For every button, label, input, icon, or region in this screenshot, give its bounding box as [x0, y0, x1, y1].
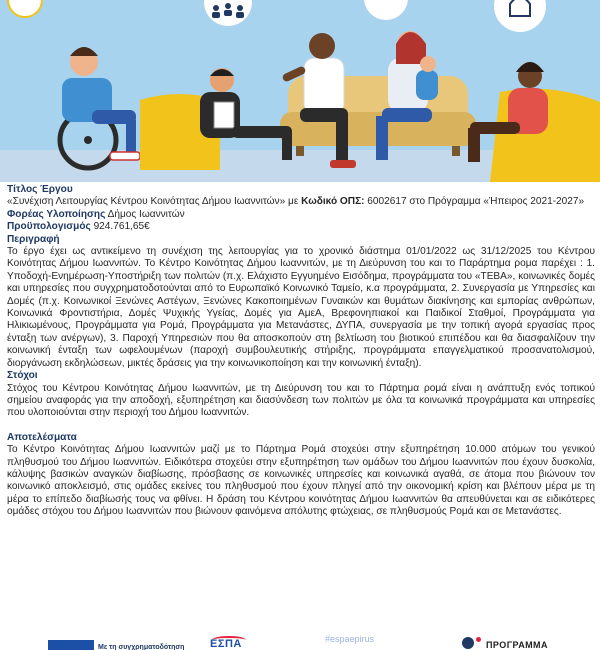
support-group-illustration: [0, 0, 600, 182]
implementing-body-value: Δήμος Ιωαννιτών: [105, 208, 185, 220]
project-title-label: Τίτλος Έργου: [7, 184, 73, 195]
project-document: [7, 184, 595, 519]
results-text: Το Κέντρο Κοινότητας Δήμου Ιωαννιτών μαζί με το Πάρτημα Ρομά στοχεύει στην εξυπηρέτηση 10.000 ατόμων του γενικού πληθυσμού του Δήμου Ιωαννιτών. Ειδικότερα στοχεύει στην εξυπηρέτηση των ομάδων του Δήμου Ιωαννιτών που έχουν δυσκολία, κάλυψης βασικών αναγκών διαβίωσης, πρόσβασης σε κοινωνικές υπηρεσίες και κοινωνικά αγαθά, σε άτομα που βιώνουν τον κοινωνικό αποκλεισμό, στις ομάδες εκείνες του πληθυσμού που έχουν πληγεί από την οικονομική κρίση και βλέπουν μέρα με τη μέρα το επίπεδο διαβίωσής τους να φθίνει. Η δράση του Κέντρου κοινότητας Δήμου Ιωαννιτών θα απευθύνεται και σε ειδικότερες ομάδες στόχου του Δήμου Ιωαννιτών που βιώνουν φαινόμενα απόλυτης φτώχειας, σε πληθυσμούς Ρομά και σε Μετανάστες.: [7, 444, 595, 518]
description-heading: Περιγραφή: [7, 233, 60, 245]
section-spacer: [7, 420, 595, 432]
funding-logos-footer: [0, 634, 600, 650]
program-logo-text: ΠΡΟΓΡΑΜΜΑ: [486, 640, 548, 650]
program-logo-icon: [462, 637, 474, 649]
eu-flag-logo: [48, 640, 94, 650]
espa-logo-text: ΕΣΠΑ: [210, 638, 242, 650]
hashtag-text: #espaepirus: [325, 634, 375, 644]
results-heading: Αποτελέσματα: [7, 431, 77, 443]
description-text: Το έργο έχει ως αντικείμενο τη συνέχιση της λειτουργίας για το χρονικό διάστημα 01/01/2022 ως 31/12/2025 του Κέντρου Κοινότητας Δήμου Ιωαννιτών. Το Κέντρο Κοινότητας Δήμου Ιωαννιτών, με τη Διεύρυνση του και το Παράρτημα ρομα παρέχει : 1. Υποδοχή-Ενημέρωση-Υποστήριξη των πολιτών (π.χ. Ελάχιστο Εγγυημένο Εισόδημα, προγράμματα του «ΤΕΒΑ», κοινωνικές δομές και υπηρεσίες που συγχρηματοδοτούνται από το Ευρωπαϊκό Κοινωνικό Ταμείο, κ.α προγράμματα, 2. Συνεργασία με Υπηρεσίες και Δομές (π.χ. Κοινωνικοί Ξενώνες Αστέγων, Ξενώνες Κακοποιημένων Γυναικών και θυμάτων διακίνησης και εμπορίας ανθρώπων, Κοινωνικά Φροντιστήρια, Δομές Ψυχικής Υγείας, Δομές για ΑμεΑ, Βρεφονηπιακοί και Παιδικοί Σταθμοί, Προγράμματα για Ηλικιωμένους, Προγράμματα για Ρομά, Προγράμματα για Μετανάστες, ΔΥΠΑ, συνεργασία με την τοπική αγορά εργασίας προς ένταξη των ανέργων), 3. Παροχή Υπηρεσιών που θα αποσκοπούν στη βελτίωση του βιοτικού επιπέδου και θα διασφαλίζουν την κοινωνική ένταξη των ωφελουμένων (παροχή συμβουλευτικής στήριξης, προγράμματα επαγγελματικού προσανατολισμού, διοργάνωση εκδηλώσεων, μικτές δράσεις για την κοινωνικοποίηση και την κοινωνική ένταξη).: [7, 246, 595, 369]
implementing-body-row: [7, 209, 595, 221]
budget-value: 924.761,65€: [90, 221, 150, 233]
program-logo-dot: [476, 637, 481, 642]
project-title-program: 6002617 στο Πρόγραμμα «Ήπειρος 2021-2027»: [364, 196, 585, 208]
project-title-text: «Συνέχιση Λειτουργίας Κέντρου Κοινότητας Δήμου Ιωαννιτών» με: [7, 196, 302, 208]
ops-code-label: Κωδικό ΟΠΣ:: [301, 196, 365, 208]
implementing-body-label: Φορέας Υλοποίησης: [7, 208, 106, 220]
header-illustration: [0, 0, 600, 182]
budget-row: [7, 221, 595, 233]
budget-label: Προϋπολογισμός: [7, 221, 91, 233]
eu-cofunding-text: Με τη συγχρηματοδότηση: [98, 644, 185, 650]
goals-heading: Στόχοι: [7, 370, 38, 382]
project-title-heading: [7, 184, 595, 196]
project-title-row: [7, 196, 595, 208]
goals-text: Στόχος του Κέντρου Κοινότητας Δήμου Ιωαννιτών, με τη Διεύρυνση του και το Πάρτημα ρομά είναι η ανάπτυξη ενός τοπικού σημείου αναφοράς για την αποδοχή, εξυπηρέτηση και διασύνδεση των πολιτών με όλα τα κοινωνικά προγράμματα και υπηρεσίες που υλοποιούνται στην περιοχή του Δήμου Ιωαννιτών.: [7, 382, 595, 419]
